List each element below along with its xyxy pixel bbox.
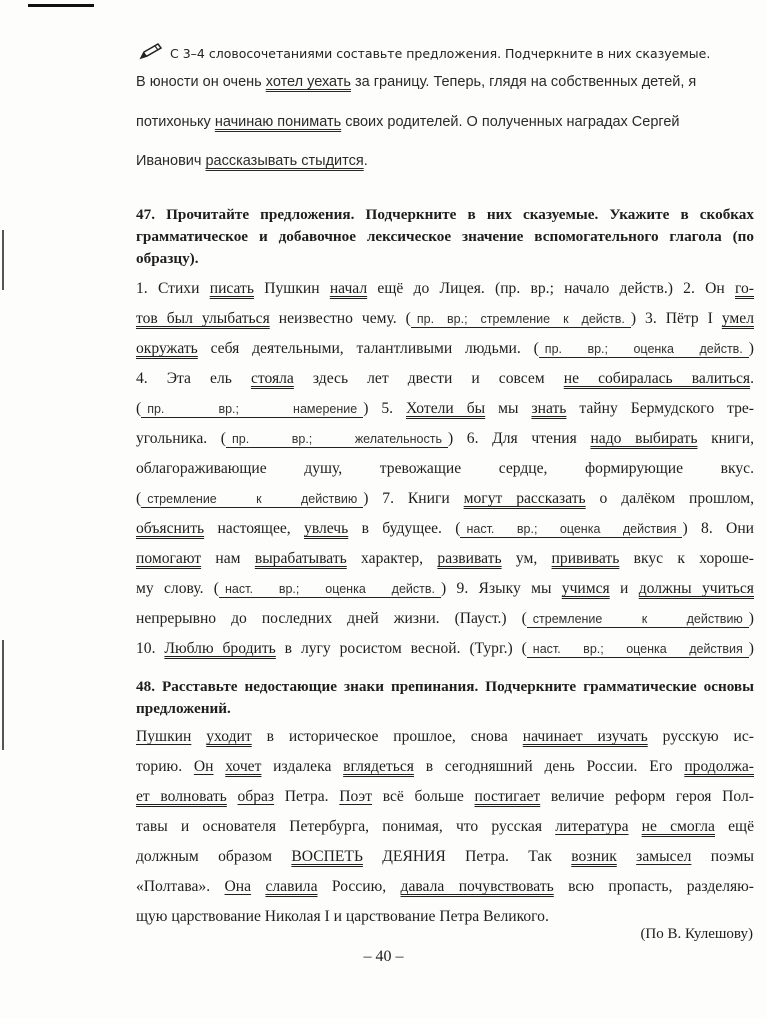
ex47-line: 4. Эта ель стояла здесь лет двести и совсем не собиралась валиться.: [136, 370, 755, 387]
task-instruction: С 3–4 словосочетаниями составьте предложения. Подчеркните в них сказуемые.: [170, 46, 711, 61]
ex48-line: Пушкин уходит в историческое прошлое, снова начинает изучать русскую ис-: [136, 728, 754, 745]
ex47-line: помогают нам вырабатывать характер, развивать ум, прививать вкус к хороше-: [136, 550, 754, 567]
ex47-line: облагораживающие душу, тревожащие сердце, формирующие вкус.: [136, 460, 754, 477]
ex48-line: должным образом ВОСПЕТЬ ДЕЯНИЯ Петра. Так возник замысел поэмы: [136, 848, 755, 865]
ex47-line: му слову. ( наст. вр.; оценка действ. ) 9. Языку мы учимся и должны учиться: [136, 580, 754, 597]
ex48-line: «Полтава». Она славила Россию, давала почувствовать всю пропасть, разделяю-: [136, 878, 754, 895]
ex47-line: окружать себя деятельными, талантливыми людьми. ( пр. вр.; оценка действ. ): [136, 340, 754, 357]
ex47-line: ( пр. вр.; намерение ) 5. Хотели бы мы знать тайну Бермудского тре-: [136, 400, 755, 417]
source-citation: (По В. Кулешову): [640, 926, 753, 942]
ex48-line: торию. Он хочет издалека вглядеться в сегодняшний день России. Его продолжа-: [136, 758, 754, 775]
pencil-icon: [138, 42, 164, 60]
handwritten-sentence-3: Иванович рассказывать стыдится.: [136, 153, 368, 169]
ex47-line: угольника. ( пр. вр.; желательность ) 6. Для чтения надо выбирать книги,: [136, 430, 754, 447]
ex47-line: 1. Стихи писать Пушкин начал ещё до Лицея. (пр. вр.; начало действ.) 2. Он го-: [136, 280, 754, 297]
scan-margin-mark: [2, 230, 4, 290]
ex47-line: объяснить настоящее, увлечь в будущее. ( наст. вр.; оценка действия ) 8. Они: [136, 520, 755, 537]
ex48-line: тавы и основателя Петербурга, понимая, что русская литература не смогла ещё: [136, 818, 754, 835]
ex47-line: тов был улыбаться неизвестно чему. ( пр. вр.; стремление к действ. ) 3. Пётр I умел: [136, 310, 754, 327]
handwritten-sentence-1: В юности он очень хотел уехать за границу. Теперь, глядя на собственных детей, я: [136, 74, 697, 90]
page-number: – 40 –: [363, 948, 404, 965]
ex47-line: непрерывно до последних дней жизни. (Пауст.) ( стремление к действию ): [136, 610, 754, 627]
exercise-47-title: 47. Прочитайте предложения. Подчеркните в них сказуемые. Укажите в скобках грамматическое и добавочное лексическое значение вспомогательного глагола (по образцу).: [136, 206, 754, 267]
ex47-line: ( стремление к действию ) 7. Книги могут рассказать о далёком прошлом,: [136, 490, 755, 507]
handwritten-sentence-2: потихоньку начинаю понимать своих родителей. О полученных наградах Сергей: [136, 114, 680, 130]
top-edge-line: [28, 4, 94, 7]
ex48-line: ет волновать образ Петра. Поэт всё больше постигает величие реформ героя Пол-: [136, 788, 754, 805]
exercise-48-title: 48. Расставьте недостающие знаки препинания. Подчеркните грамматические основы предложений.: [136, 678, 754, 717]
ex48-line: щую царствование Николая I и царствование Петра Великого.: [136, 908, 549, 925]
ex47-line: 10. Люблю бродить в лугу росистом весной. (Тург.) ( наст. вр.; оценка действия ): [136, 640, 754, 657]
scan-margin-mark: [2, 640, 4, 750]
